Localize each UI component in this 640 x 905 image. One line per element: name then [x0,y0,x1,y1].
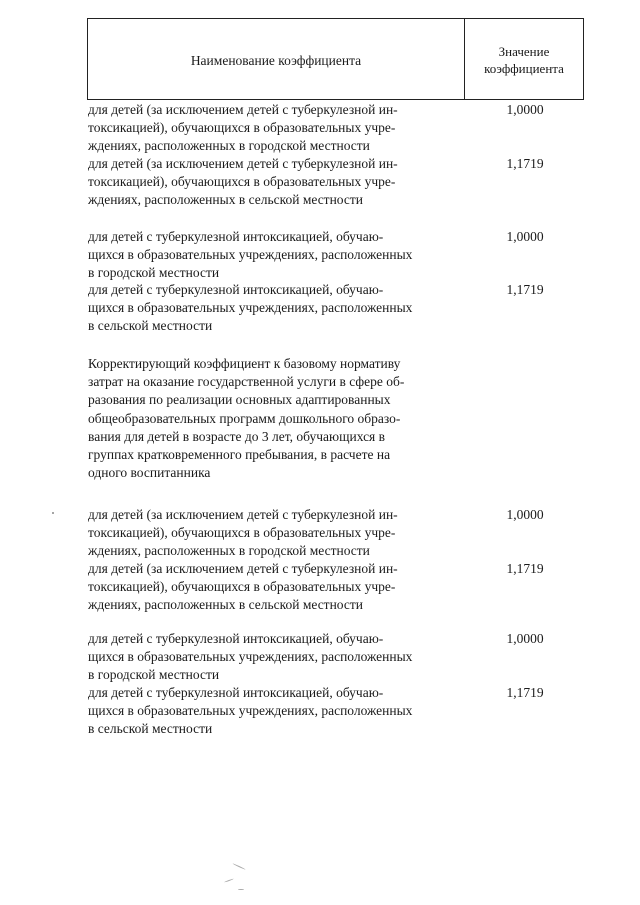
coefficient-name-header: Наименование коэффициента [190,53,362,68]
table-header [87,18,584,100]
coefficient-value-cell: 1,1719 [506,561,544,576]
coefficient-value-cell: 1,0000 [506,631,544,646]
coefficient-name-cell: для детей (за исключением детей с туберкулезной ин- токсикацией), обучающихся в образовательных учре- ждениях, расположенных в городской местности [88,507,398,559]
coefficient-name-cell: для детей (за исключением детей с туберкулезной ин- токсикацией), обучающихся в образовательных учре- ждениях, расположенных в сельской местности [88,156,398,208]
scan-speck [232,863,245,870]
coefficient-name-cell: для детей с туберкулезной интоксикацией, обучаю- щихся в образовательных учреждениях, расположенных в городской местности [88,229,413,281]
coefficient-value-cell: 1,0000 [506,507,544,522]
corrective-coefficient-text: Корректирующий коэффициент к базовому нормативу затрат на оказание государственной услуги в сфере об- разования по реализации основных адаптированных общеобразовательных программ дошкольного образо- вания для детей в возрасте до 3 лет, обучающихся в группах кратковременного пребывания, в расчете на одного воспитанника [88,356,405,481]
coefficient-name-cell: для детей с туберкулезной интоксикацией, обучаю- щихся в образовательных учреждениях, расположенных в городской местности [88,631,413,683]
coefficient-value-cell: 1,0000 [506,229,544,244]
coefficient-name-cell: для детей с туберкулезной интоксикацией, обучаю- щихся в образовательных учреждениях, расположенных в сельской местности [88,685,413,737]
scan-speck [224,878,234,882]
coefficient-value-cell: 1,1719 [506,282,544,297]
coefficient-value-header: Значение коэффициента [484,44,564,76]
coefficient-value-cell: 1,0000 [506,102,544,117]
coefficient-name-cell: для детей (за исключением детей с туберкулезной ин- токсикацией), обучающихся в образовательных учре- ждениях, расположенных в сельской местности [88,561,398,613]
coefficient-value-cell: 1,1719 [506,156,544,171]
coefficient-name-cell: для детей (за исключением детей с туберкулезной ин- токсикацией), обучающихся в образовательных учре- ждениях, расположенных в городской местности [88,102,398,154]
scan-speck [52,512,54,514]
coefficient-name-cell: для детей с туберкулезной интоксикацией, обучаю- щихся в образовательных учреждениях, расположенных в сельской местности [88,282,413,334]
coefficient-value-cell: 1,1719 [506,685,544,700]
scan-speck [238,889,244,890]
